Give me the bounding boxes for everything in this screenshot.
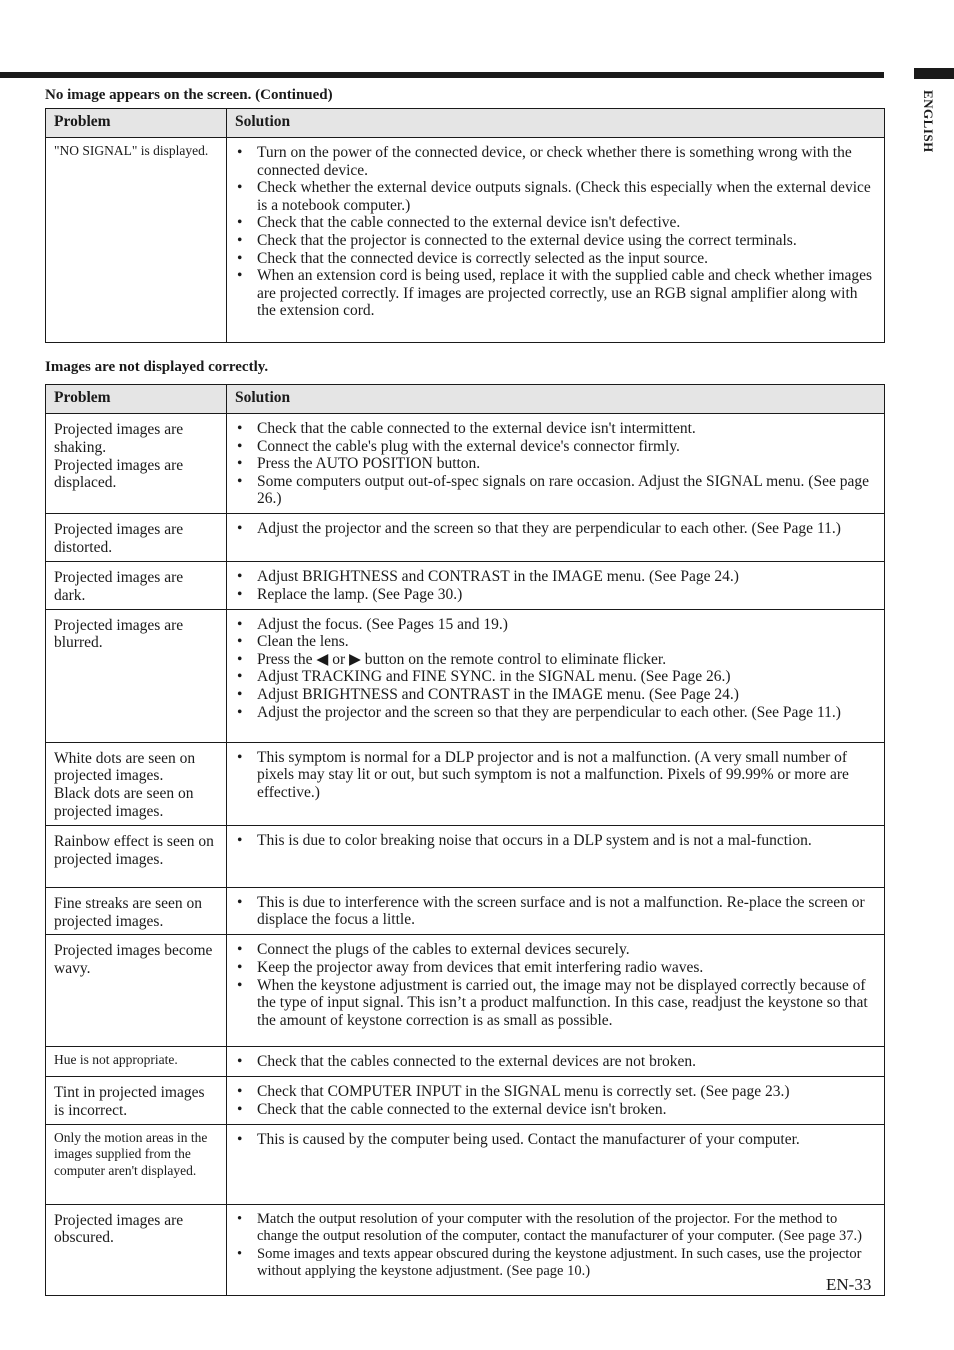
solution-cell bbox=[227, 561, 885, 609]
problem-cell: Only the motion areas in the images supplied from the computer aren't displayed. bbox=[46, 1124, 227, 1204]
solution-item: • Clean the lens. bbox=[235, 633, 878, 651]
solution-cell bbox=[227, 138, 885, 343]
solution-item: • When the keystone adjustment is carried out, the image may not be displayed correctly because of the type of input signal. This isn’t a product malfunction. In this case, readjust the keystone so that the amount of keystone correction is as small as possible. bbox=[235, 977, 878, 1030]
solution-item: • Replace the lamp. (See Page 30.) bbox=[235, 586, 878, 604]
table-row bbox=[46, 1124, 885, 1204]
table-row bbox=[46, 414, 885, 514]
table-row bbox=[46, 138, 885, 343]
section-title-images-incorrect: Images are not displayed correctly. bbox=[45, 359, 269, 375]
table-row bbox=[46, 935, 885, 1047]
solution-item: • Adjust BRIGHTNESS and CONTRAST in the IMAGE menu. (See Page 24.) bbox=[235, 568, 878, 586]
table-row bbox=[46, 887, 885, 935]
solution-list bbox=[235, 520, 878, 538]
solution-column-header: Solution bbox=[227, 109, 885, 138]
language-label: ENGLISH bbox=[921, 90, 936, 153]
problem-cell: Projected images are blurred. bbox=[46, 609, 227, 742]
solution-list bbox=[235, 568, 878, 603]
solution-column-header: Solution bbox=[227, 385, 885, 414]
solution-item: • Connect the plugs of the cables to external devices securely. bbox=[235, 941, 878, 959]
no-image-table-body bbox=[46, 138, 885, 343]
solution-item: • Check that COMPUTER INPUT in the SIGNAL menu is correctly set. (See page 23.) bbox=[235, 1083, 878, 1101]
solution-item: • When an extension cord is being used, replace it with the supplied cable and check whether images are projected correctly. If images are projected correctly, use an RGB signal amplifier along with the extension cord. bbox=[235, 267, 878, 320]
solution-item: • Press the ◀ or ▶ button on the remote control to eliminate flicker. bbox=[235, 651, 878, 669]
solution-item: • Check whether the external device outputs signals. (Check this especially when the external device is a notebook computer.) bbox=[235, 179, 878, 214]
problem-cell: Hue is not appropriate. bbox=[46, 1047, 227, 1077]
solution-item: • Check that the cable connected to the external device isn't broken. bbox=[235, 1101, 878, 1119]
page-number: EN-33 bbox=[826, 1275, 872, 1294]
solution-cell bbox=[227, 887, 885, 935]
table-row bbox=[46, 742, 885, 825]
solution-item: • Some images and texts appear obscured during the keystone adjustment. In such cases, use the projector without applying the keystone adjustment. (See page 10.) bbox=[235, 1246, 878, 1281]
solution-item: • This is due to interference with the screen surface and is not a malfunction. Re-place the screen or displace the focus a little. bbox=[235, 894, 878, 929]
solution-cell bbox=[227, 742, 885, 825]
problem-cell: "NO SIGNAL" is displayed. bbox=[46, 138, 227, 343]
table-header-row bbox=[46, 385, 885, 414]
solution-list bbox=[235, 832, 878, 850]
solution-list bbox=[235, 1211, 878, 1281]
solution-cell bbox=[227, 414, 885, 514]
solution-cell bbox=[227, 1076, 885, 1124]
solution-item: • Adjust the projector and the screen so that they are perpendicular to each other. (See Page 11.) bbox=[235, 520, 878, 538]
problem-column-header: Problem bbox=[46, 109, 227, 138]
solution-item: • Check that the cables connected to the external devices are not broken. bbox=[235, 1053, 878, 1071]
top-rule bbox=[0, 72, 884, 78]
solution-item: • Turn on the power of the connected device, or check whether there is something wrong with the connected device. bbox=[235, 144, 878, 179]
solution-item: • Adjust the projector and the screen so that they are perpendicular to each other. (See Page 11.) bbox=[235, 704, 878, 722]
problem-cell: Rainbow effect is seen on projected images. bbox=[46, 825, 227, 887]
problem-cell: Tint in projected images is incorrect. bbox=[46, 1076, 227, 1124]
table-row bbox=[46, 609, 885, 742]
solution-item: • Check that the projector is connected to the external device using the correct terminals. bbox=[235, 232, 878, 250]
solution-item: • Adjust TRACKING and FINE SYNC. in the SIGNAL menu. (See Page 26.) bbox=[235, 668, 878, 686]
solution-cell bbox=[227, 935, 885, 1047]
table-row bbox=[46, 1047, 885, 1077]
images-incorrect-table-body bbox=[46, 414, 885, 1296]
problem-cell: Projected images are distorted. bbox=[46, 513, 227, 561]
problem-cell: Projected images are obscured. bbox=[46, 1204, 227, 1295]
solution-item: • Check that the cable connected to the external device isn't intermittent. bbox=[235, 420, 878, 438]
solution-list bbox=[235, 1083, 878, 1118]
problem-cell: Fine streaks are seen on projected images. bbox=[46, 887, 227, 935]
solution-list bbox=[235, 894, 878, 929]
solution-item: • Match the output resolution of your computer with the resolution of the projector. For the method to change the output resolution of the computer, contact the manufacturer of your computer. (See page 37.) bbox=[235, 1211, 878, 1246]
solution-item: • Check that the cable connected to the external device isn't defective. bbox=[235, 214, 878, 232]
table-row bbox=[46, 561, 885, 609]
problem-cell: Projected images are shaking. Projected images are displaced. bbox=[46, 414, 227, 514]
solution-list bbox=[235, 1131, 878, 1149]
problem-cell: Projected images are dark. bbox=[46, 561, 227, 609]
solution-item: • Keep the projector away from devices that emit interfering radio waves. bbox=[235, 959, 878, 977]
table-row bbox=[46, 1204, 885, 1295]
solution-cell bbox=[227, 513, 885, 561]
solution-item: • This is due to color breaking noise that occurs in a DLP system and is not a mal-function. bbox=[235, 832, 878, 850]
solution-item: • This is caused by the computer being used. Contact the manufacturer of your computer. bbox=[235, 1131, 878, 1149]
table-row bbox=[46, 825, 885, 887]
table-row bbox=[46, 513, 885, 561]
solution-list bbox=[235, 1053, 878, 1071]
no-image-table bbox=[45, 108, 885, 343]
table-header-row bbox=[46, 109, 885, 138]
language-tab-marker bbox=[914, 68, 954, 79]
table-row bbox=[46, 1076, 885, 1124]
problem-cell: Projected images become wavy. bbox=[46, 935, 227, 1047]
solution-item: • Adjust the focus. (See Pages 15 and 19.) bbox=[235, 616, 878, 634]
solution-item: • This symptom is normal for a DLP projector and is not a malfunction. (A very small number of pixels may stay lit or out, but such symptom is not a malfunction. Pixels of 99.99% or more are effective.) bbox=[235, 749, 878, 802]
solution-item: • Press the AUTO POSITION button. bbox=[235, 455, 878, 473]
problem-column-header: Problem bbox=[46, 385, 227, 414]
solution-cell bbox=[227, 609, 885, 742]
solution-item: • Connect the cable's plug with the external device's connector firmly. bbox=[235, 438, 878, 456]
solution-list bbox=[235, 420, 878, 508]
solution-list bbox=[235, 616, 878, 722]
solution-list bbox=[235, 144, 878, 320]
solution-cell bbox=[227, 825, 885, 887]
solution-item: • Adjust BRIGHTNESS and CONTRAST in the IMAGE menu. (See Page 24.) bbox=[235, 686, 878, 704]
problem-cell: White dots are seen on projected images. Black dots are seen on projected images. bbox=[46, 742, 227, 825]
solution-cell bbox=[227, 1124, 885, 1204]
solution-cell bbox=[227, 1204, 885, 1295]
images-incorrect-table bbox=[45, 384, 885, 1296]
language-tab bbox=[921, 90, 937, 180]
section-title-no-image: No image appears on the screen. (Continued) bbox=[45, 87, 333, 103]
solution-item: • Some computers output out-of-spec signals on rare occasion. Adjust the SIGNAL menu. (See page 26.) bbox=[235, 473, 878, 508]
solution-item: • Check that the connected device is correctly selected as the input source. bbox=[235, 250, 878, 268]
solution-list bbox=[235, 941, 878, 1029]
solution-list bbox=[235, 749, 878, 802]
solution-cell bbox=[227, 1047, 885, 1077]
